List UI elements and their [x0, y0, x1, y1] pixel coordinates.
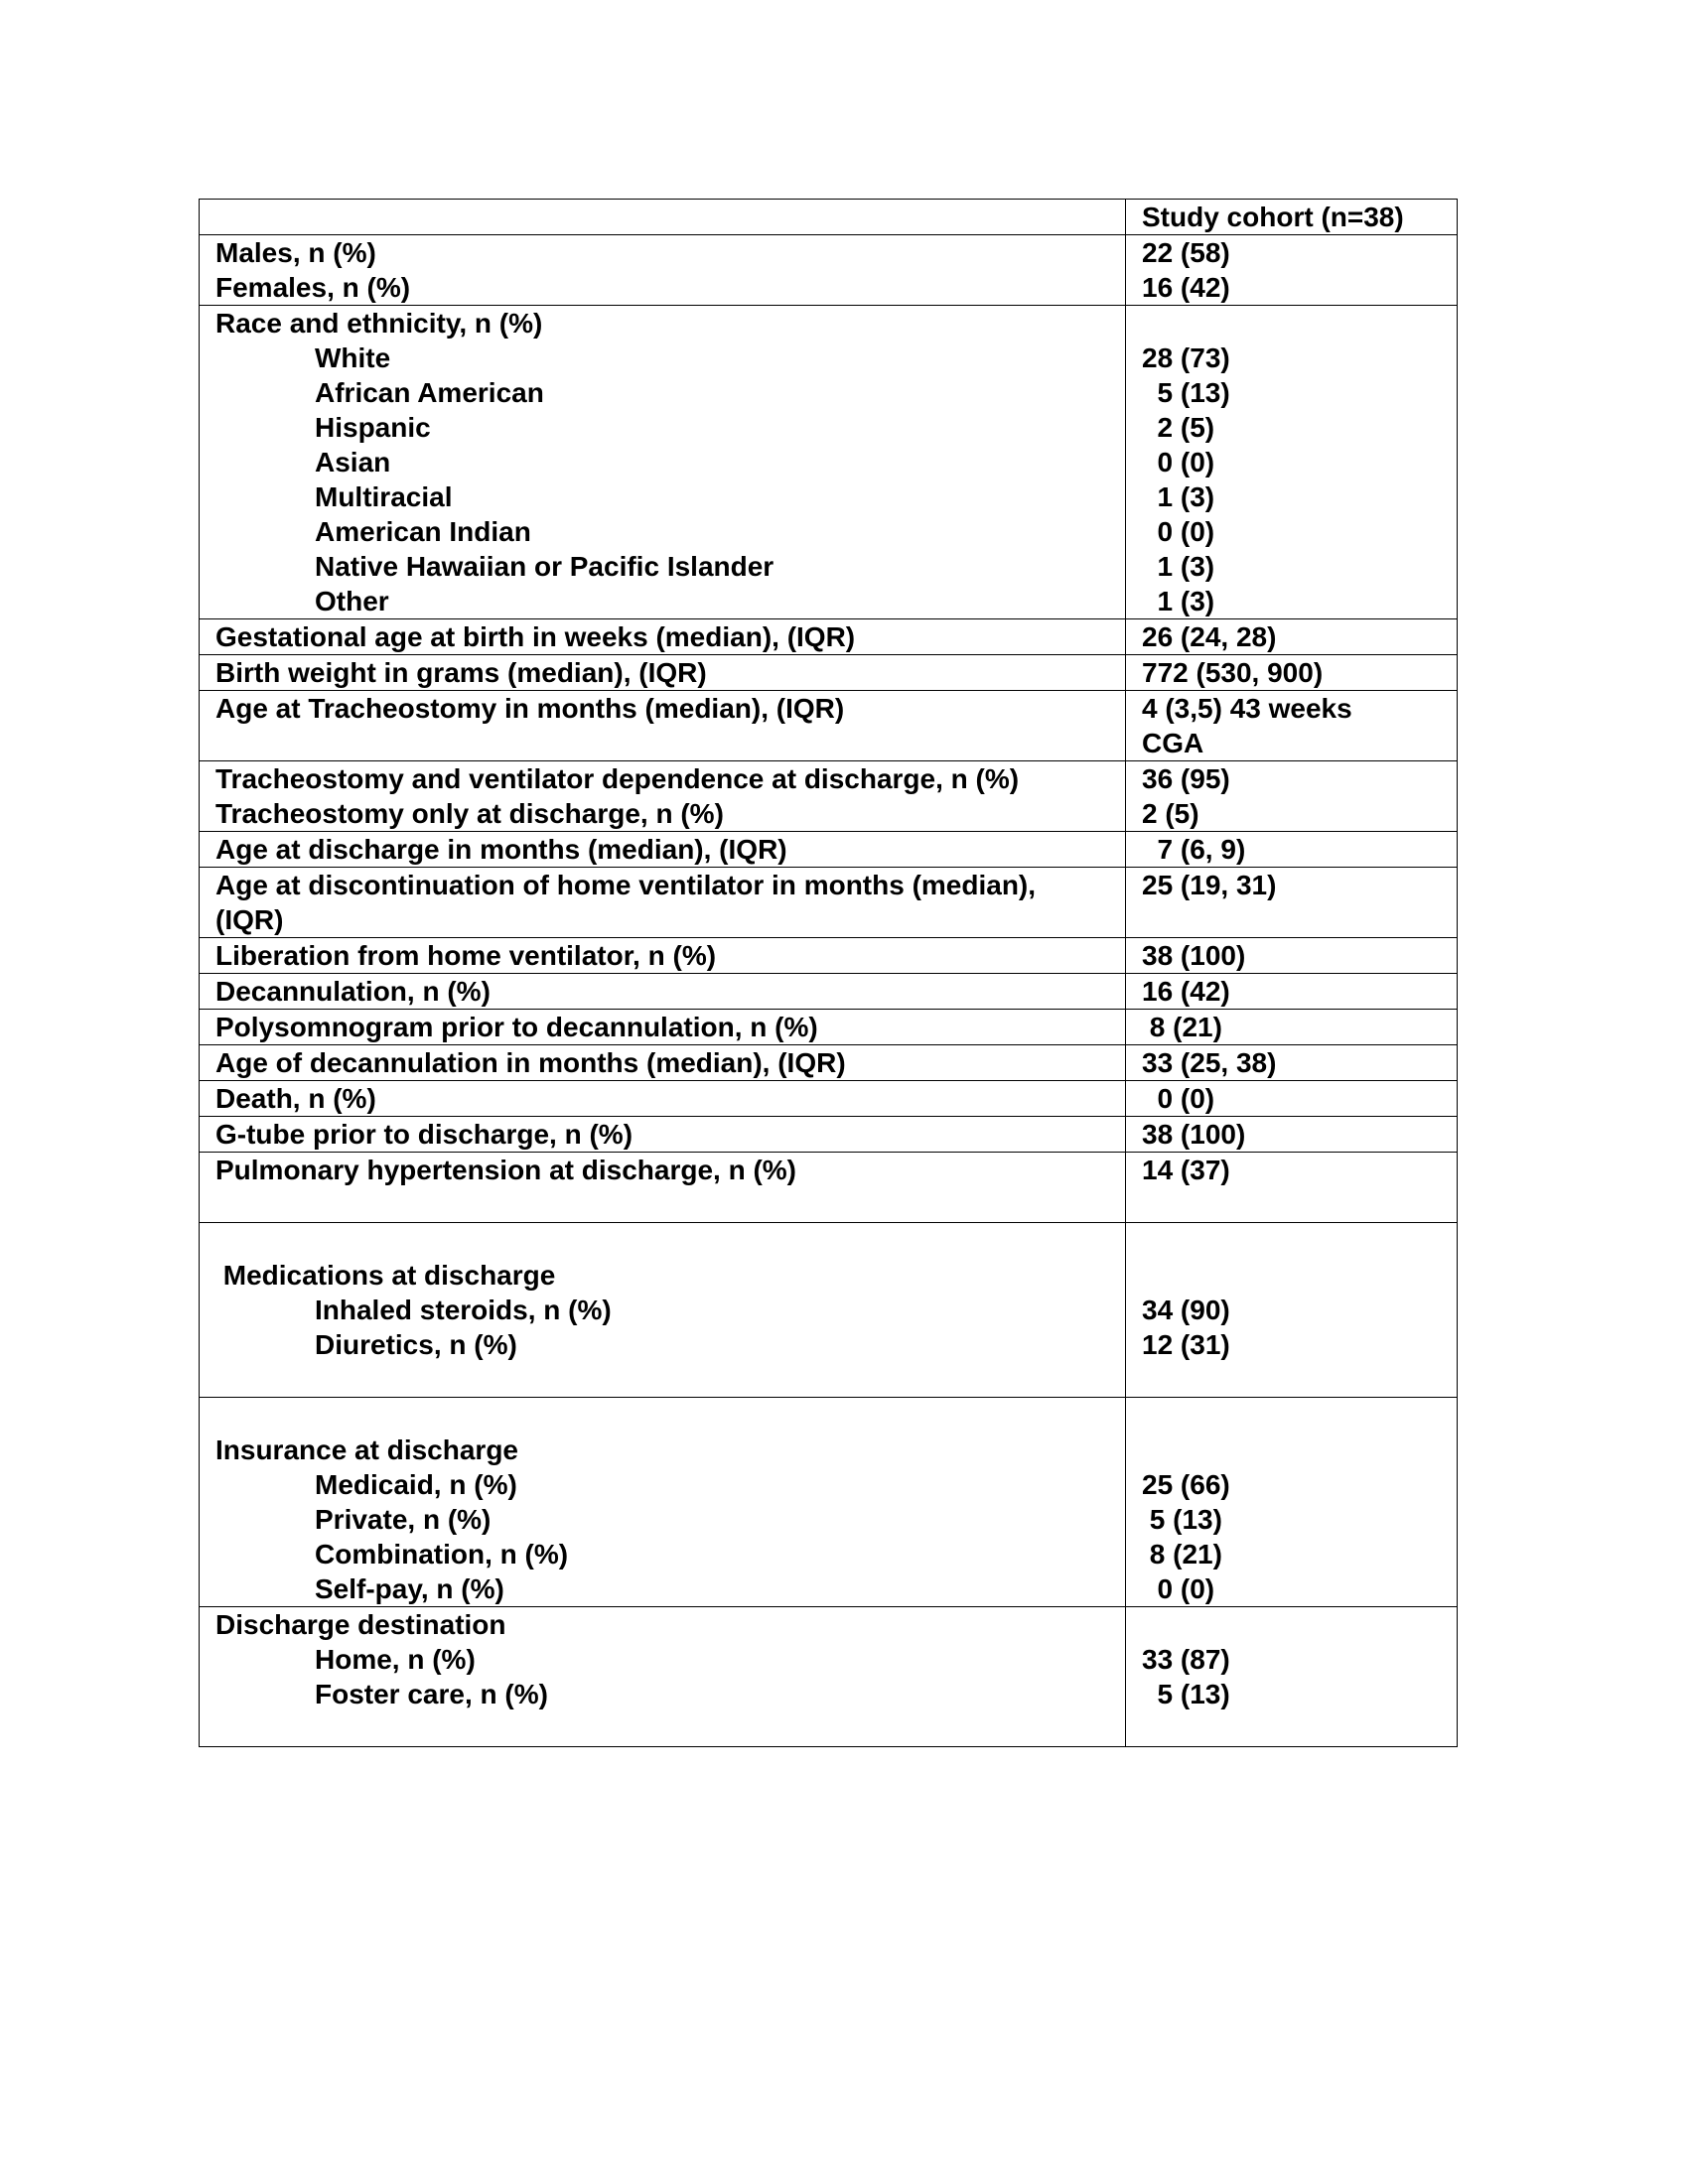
table-row — [200, 868, 1458, 938]
row-label — [215, 1362, 1125, 1397]
row-value: 5 (13) — [1142, 1504, 1222, 1535]
row-label: Asian — [315, 447, 391, 478]
row-value-cell — [1126, 1223, 1458, 1398]
table-row — [200, 1398, 1458, 1607]
row-label-cell — [200, 1223, 1126, 1398]
row-label-cell — [200, 1153, 1126, 1223]
row-value: CGA — [1142, 728, 1204, 758]
table-row — [200, 1223, 1458, 1398]
row-value: 38 (100) — [1142, 940, 1246, 971]
row-value: 33 (87) — [1142, 1644, 1230, 1675]
row-label — [215, 1223, 1125, 1258]
row-value-cell — [1126, 832, 1458, 868]
row-label: Race and ethnicity, n (%) — [215, 308, 543, 339]
row-value: 33 (25, 38) — [1142, 1047, 1277, 1078]
row-value: 14 (37) — [1142, 1155, 1230, 1185]
table-row — [200, 1153, 1458, 1223]
row-label: G-tube prior to discharge, n (%) — [215, 1119, 633, 1150]
row-value — [1142, 306, 1457, 341]
row-label: Medications at discharge — [215, 1260, 556, 1291]
row-label: Age at discharge in months (median), (IQR) — [215, 834, 787, 865]
row-value-cell — [1126, 1607, 1458, 1747]
row-label-cell — [200, 306, 1126, 619]
row-value: 5 (13) — [1142, 377, 1230, 408]
row-value — [1142, 1258, 1457, 1293]
row-label: Insurance at discharge — [215, 1434, 519, 1465]
table-row — [200, 1117, 1458, 1153]
row-value — [1142, 1187, 1457, 1222]
row-label-cell — [200, 974, 1126, 1010]
row-value-cell — [1126, 761, 1458, 832]
row-label: Native Hawaiian or Pacific Islander — [315, 551, 774, 582]
row-label-cell — [200, 1398, 1126, 1607]
row-value: 0 (0) — [1142, 447, 1215, 478]
row-label-cell — [200, 868, 1126, 938]
row-label: Males, n (%) — [215, 237, 376, 268]
cohort-characteristics-table — [199, 199, 1458, 1747]
row-label: Death, n (%) — [215, 1083, 376, 1114]
row-label-cell — [200, 235, 1126, 306]
row-value: 34 (90) — [1142, 1295, 1230, 1325]
row-value: 25 (19, 31) — [1142, 870, 1277, 900]
row-value: 16 (42) — [1142, 976, 1230, 1007]
row-value — [1142, 1433, 1457, 1467]
row-value: 1 (3) — [1142, 586, 1215, 616]
row-value-cell — [1126, 1153, 1458, 1223]
row-value-cell — [1126, 1045, 1458, 1081]
row-label: Home, n (%) — [315, 1644, 476, 1675]
row-label: Private, n (%) — [315, 1504, 492, 1535]
row-value-cell — [1126, 1117, 1458, 1153]
row-value: 12 (31) — [1142, 1329, 1230, 1360]
row-value: 22 (58) — [1142, 237, 1230, 268]
row-value: 25 (66) — [1142, 1469, 1230, 1500]
row-value — [1142, 1223, 1457, 1258]
row-value: 1 (3) — [1142, 551, 1215, 582]
row-label: Tracheostomy only at discharge, n (%) — [215, 798, 724, 829]
table-row — [200, 619, 1458, 655]
header-label — [215, 200, 1125, 234]
row-label-cell — [200, 1045, 1126, 1081]
row-label: Medicaid, n (%) — [315, 1469, 517, 1500]
row-label: White — [315, 342, 391, 373]
row-label: Inhaled steroids, n (%) — [315, 1295, 612, 1325]
row-label-cell — [200, 619, 1126, 655]
table-row — [200, 306, 1458, 619]
row-value-cell — [1126, 691, 1458, 761]
row-label: Multiracial — [315, 481, 453, 512]
table-row — [200, 761, 1458, 832]
row-label-cell — [200, 1117, 1126, 1153]
row-label-cell — [200, 1607, 1126, 1747]
row-value: 8 (21) — [1142, 1539, 1222, 1570]
row-value: 0 (0) — [1142, 516, 1215, 547]
row-label: Self-pay, n (%) — [315, 1573, 504, 1604]
row-value: 1 (3) — [1142, 481, 1215, 512]
row-label: Diuretics, n (%) — [315, 1329, 517, 1360]
row-value: 7 (6, 9) — [1142, 834, 1246, 865]
row-value — [1142, 1362, 1457, 1397]
row-value-cell — [1126, 938, 1458, 974]
row-value: 36 (95) — [1142, 763, 1230, 794]
row-value: 28 (73) — [1142, 342, 1230, 373]
row-label: (IQR) — [215, 904, 284, 935]
header-label-cell — [200, 200, 1126, 235]
table-row — [200, 1081, 1458, 1117]
row-value: 0 (0) — [1142, 1573, 1215, 1604]
row-value: 772 (530, 900) — [1142, 657, 1324, 688]
row-label: Females, n (%) — [215, 272, 411, 303]
row-label: Gestational age at birth in weeks (median), (IQR) — [215, 621, 856, 652]
row-label: Age of decannulation in months (median), (IQR) — [215, 1047, 846, 1078]
row-label: Tracheostomy and ventilator dependence at discharge, n (%) — [215, 763, 1020, 794]
row-value-cell — [1126, 235, 1458, 306]
row-label-cell — [200, 691, 1126, 761]
row-value: 8 (21) — [1142, 1012, 1222, 1042]
row-label: Birth weight in grams (median), (IQR) — [215, 657, 707, 688]
row-label: African American — [315, 377, 544, 408]
row-label — [215, 1711, 1125, 1746]
row-label-cell — [200, 1010, 1126, 1045]
row-label: Hispanic — [315, 412, 431, 443]
row-label: Other — [315, 586, 389, 616]
row-label-cell — [200, 1081, 1126, 1117]
table-row — [200, 691, 1458, 761]
header-value: Study cohort (n=38) — [1142, 202, 1404, 232]
row-value-cell — [1126, 1010, 1458, 1045]
row-value — [1142, 1607, 1457, 1642]
row-label: Liberation from home ventilator, n (%) — [215, 940, 717, 971]
row-label: Age at discontinuation of home ventilator in months (median), — [215, 870, 1037, 900]
row-value-cell — [1126, 1081, 1458, 1117]
table-row — [200, 655, 1458, 691]
table-row — [200, 938, 1458, 974]
table-row — [200, 974, 1458, 1010]
row-value — [1142, 1398, 1457, 1433]
table-row — [200, 832, 1458, 868]
row-label: Foster care, n (%) — [315, 1679, 548, 1709]
row-value-cell — [1126, 655, 1458, 691]
row-label: Discharge destination — [215, 1609, 506, 1640]
table-row — [200, 1045, 1458, 1081]
row-value-cell — [1126, 868, 1458, 938]
table-row — [200, 1010, 1458, 1045]
table-row — [200, 1607, 1458, 1747]
row-label: Combination, n (%) — [315, 1539, 569, 1570]
header-value-cell — [1126, 200, 1458, 235]
row-label-cell — [200, 938, 1126, 974]
row-label-cell — [200, 832, 1126, 868]
row-label — [215, 1187, 1125, 1222]
row-label-cell — [200, 761, 1126, 832]
row-value: 38 (100) — [1142, 1119, 1246, 1150]
row-value: 2 (5) — [1142, 798, 1199, 829]
row-label-cell — [200, 655, 1126, 691]
row-label: Decannulation, n (%) — [215, 976, 491, 1007]
row-value: 0 (0) — [1142, 1083, 1215, 1114]
row-value: 5 (13) — [1142, 1679, 1230, 1709]
row-value: 4 (3,5) 43 weeks — [1142, 693, 1352, 724]
row-value: 16 (42) — [1142, 272, 1230, 303]
row-label: Pulmonary hypertension at discharge, n (%) — [215, 1155, 797, 1185]
row-value: 2 (5) — [1142, 412, 1215, 443]
row-label: Polysomnogram prior to decannulation, n (%) — [215, 1012, 818, 1042]
row-value-cell — [1126, 1398, 1458, 1607]
row-label: American Indian — [315, 516, 531, 547]
table-row — [200, 235, 1458, 306]
row-value-cell — [1126, 974, 1458, 1010]
table-header-row — [200, 200, 1458, 235]
row-value: 26 (24, 28) — [1142, 621, 1277, 652]
row-label — [215, 1398, 1125, 1433]
row-label: Age at Tracheostomy in months (median), (IQR) — [215, 693, 845, 724]
row-value-cell — [1126, 306, 1458, 619]
row-value-cell — [1126, 619, 1458, 655]
row-value — [1142, 1711, 1457, 1746]
